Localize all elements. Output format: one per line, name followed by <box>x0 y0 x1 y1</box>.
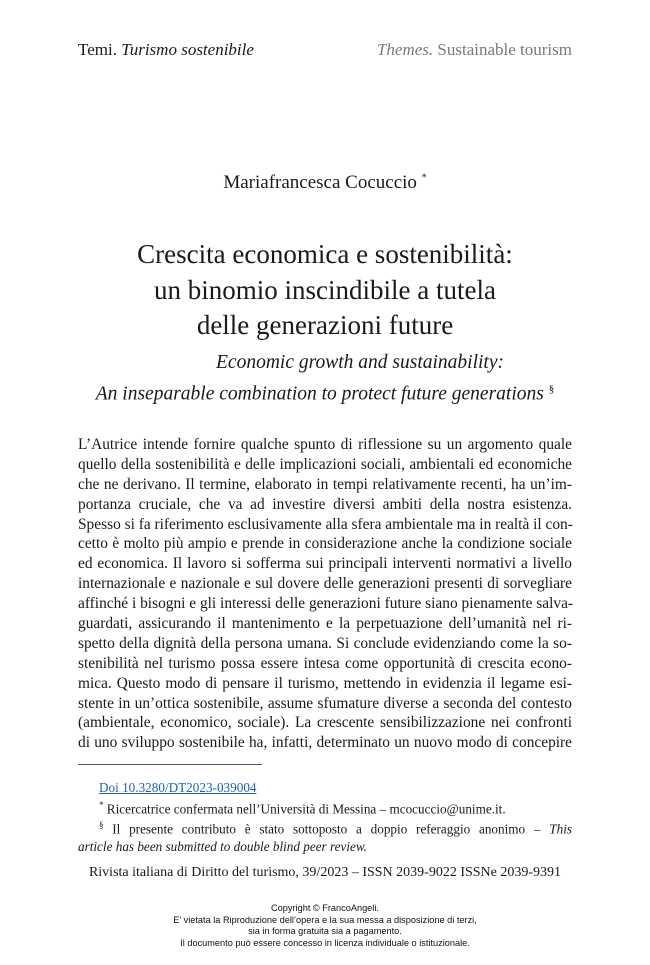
header-topic: Turismo sostenibile <box>121 40 254 59</box>
author-name: Mariafrancesca Cocuccio <box>223 172 417 193</box>
title-en-line: Economic growth and sustainability: <box>216 352 504 373</box>
abstract-line: Spesso si fa riferimento esclusivamente alla sfera ambientale ma in realtà il con- <box>78 515 573 533</box>
title-line: Crescita economica e sostenibilità: <box>137 239 513 269</box>
copyright-line: E’ vietata la Riproduzione dell’opera e la sua messa a disposizione di terzi, <box>173 914 477 925</box>
abstract-line: stente in un’ottica sostenibile, assume sfumature diverse a seconda del contesto <box>78 694 572 712</box>
abstract-line: portanza cruciale, che va ad investire diversi ambiti della nostra esistenza. <box>78 495 572 513</box>
footnotes <box>78 779 572 856</box>
header-left <box>78 40 254 60</box>
abstract-line: cetto è molto più ampio e prende in considerazione anche la condizione sociale <box>78 535 572 553</box>
abstract-line: mica. Questo modo di pensare il turismo, mettendo in evidenzia il legame esi- <box>78 674 572 692</box>
abstract-line: guardati, assicurando il mantenimento e la perpetuazione dell’umanità nel ri- <box>78 615 572 633</box>
abstract-line: ed economica. Il lavoro si sofferma sui principali interventi normativi a livello <box>78 555 572 573</box>
abstract-line: di uno sviluppo sostenibile ha, infatti, determinato un nuovo modo di concepire <box>78 734 572 752</box>
footnote-mark: * <box>99 799 104 810</box>
abstract-line: stenibilità nel turismo possa essere intesa come opportunità di crescita econo- <box>78 654 572 672</box>
header-topic-en: Sustainable tourism <box>437 40 572 59</box>
article-title-english <box>0 350 650 408</box>
footnote-review-english: This <box>549 821 572 837</box>
title-line: delle generazioni future <box>196 310 454 340</box>
article-title <box>0 237 650 344</box>
abstract-line: L’Autrice intende fornire qualche spunto di riflessione su un argomento quale <box>78 436 572 453</box>
abstract <box>78 435 572 753</box>
title-en-line-2 <box>0 376 650 408</box>
footnote-divider <box>78 764 262 765</box>
abstract-line: quello della sostenibilità e delle implicazioni sociali, ambientali ed economiche <box>78 455 572 473</box>
header-right <box>377 40 572 60</box>
abstract-line: che ne derivano. Il termine, elaborato in tempi relativamente recenti, ha un’im- <box>78 475 572 493</box>
footnote-review-english-cont: article has been submitted to double blind peer review. <box>78 839 367 855</box>
title-footnote-mark: § <box>548 383 555 395</box>
abstract-line: spetto della dignità della persona umana. Si conclude evidenziando come la so- <box>78 634 572 652</box>
running-header <box>78 40 572 64</box>
header-section: Temi. <box>78 40 117 59</box>
copyright-line: sia in forma gratuita sia a pagamento. <box>248 926 402 937</box>
abstract-line: (ambientale, economico, sociale). La crescente sensibilizzazione nei confronti <box>78 714 572 732</box>
footnote-mark: § <box>99 820 104 831</box>
copyright-line: Copyright © FrancoAngeli. <box>271 903 379 913</box>
journal-citation: Rivista italiana di Diritto del turismo, 39/2023 – ISSN 2039-9022 ISSNe 2039-9391 <box>88 865 562 880</box>
footnote-review-text: Il presente contributo è stato sottoposto a doppio referaggio anonimo – <box>112 821 541 837</box>
title-line: un binomio inscindibile a tutela <box>154 274 496 305</box>
footnote-author <box>78 797 572 818</box>
copyright-line: Il documento può essere concesso in licenza individuale o istituzionale. <box>180 937 470 948</box>
author-footnote-mark: * <box>421 172 427 184</box>
author-line <box>0 172 650 194</box>
footnote-review <box>78 817 572 838</box>
title-en-text: An inseparable combination to protect future generations <box>95 383 544 405</box>
footnote-author-text: Ricercatrice confermata nell’Università di Messina – mcocuccio@unime.it. <box>106 800 506 816</box>
doi-link[interactable]: Doi 10.3280/DT2023-039004 <box>99 780 257 795</box>
abstract-line: affinché i bisogni e gli interessi delle generazioni future siano pienamente salva- <box>78 595 574 613</box>
abstract-line: internazionale e nazionale e sul dovere delle generazioni presenti di sorvegliare <box>78 575 572 593</box>
header-section-en: Themes. <box>376 40 434 59</box>
copyright-notice <box>0 903 650 949</box>
